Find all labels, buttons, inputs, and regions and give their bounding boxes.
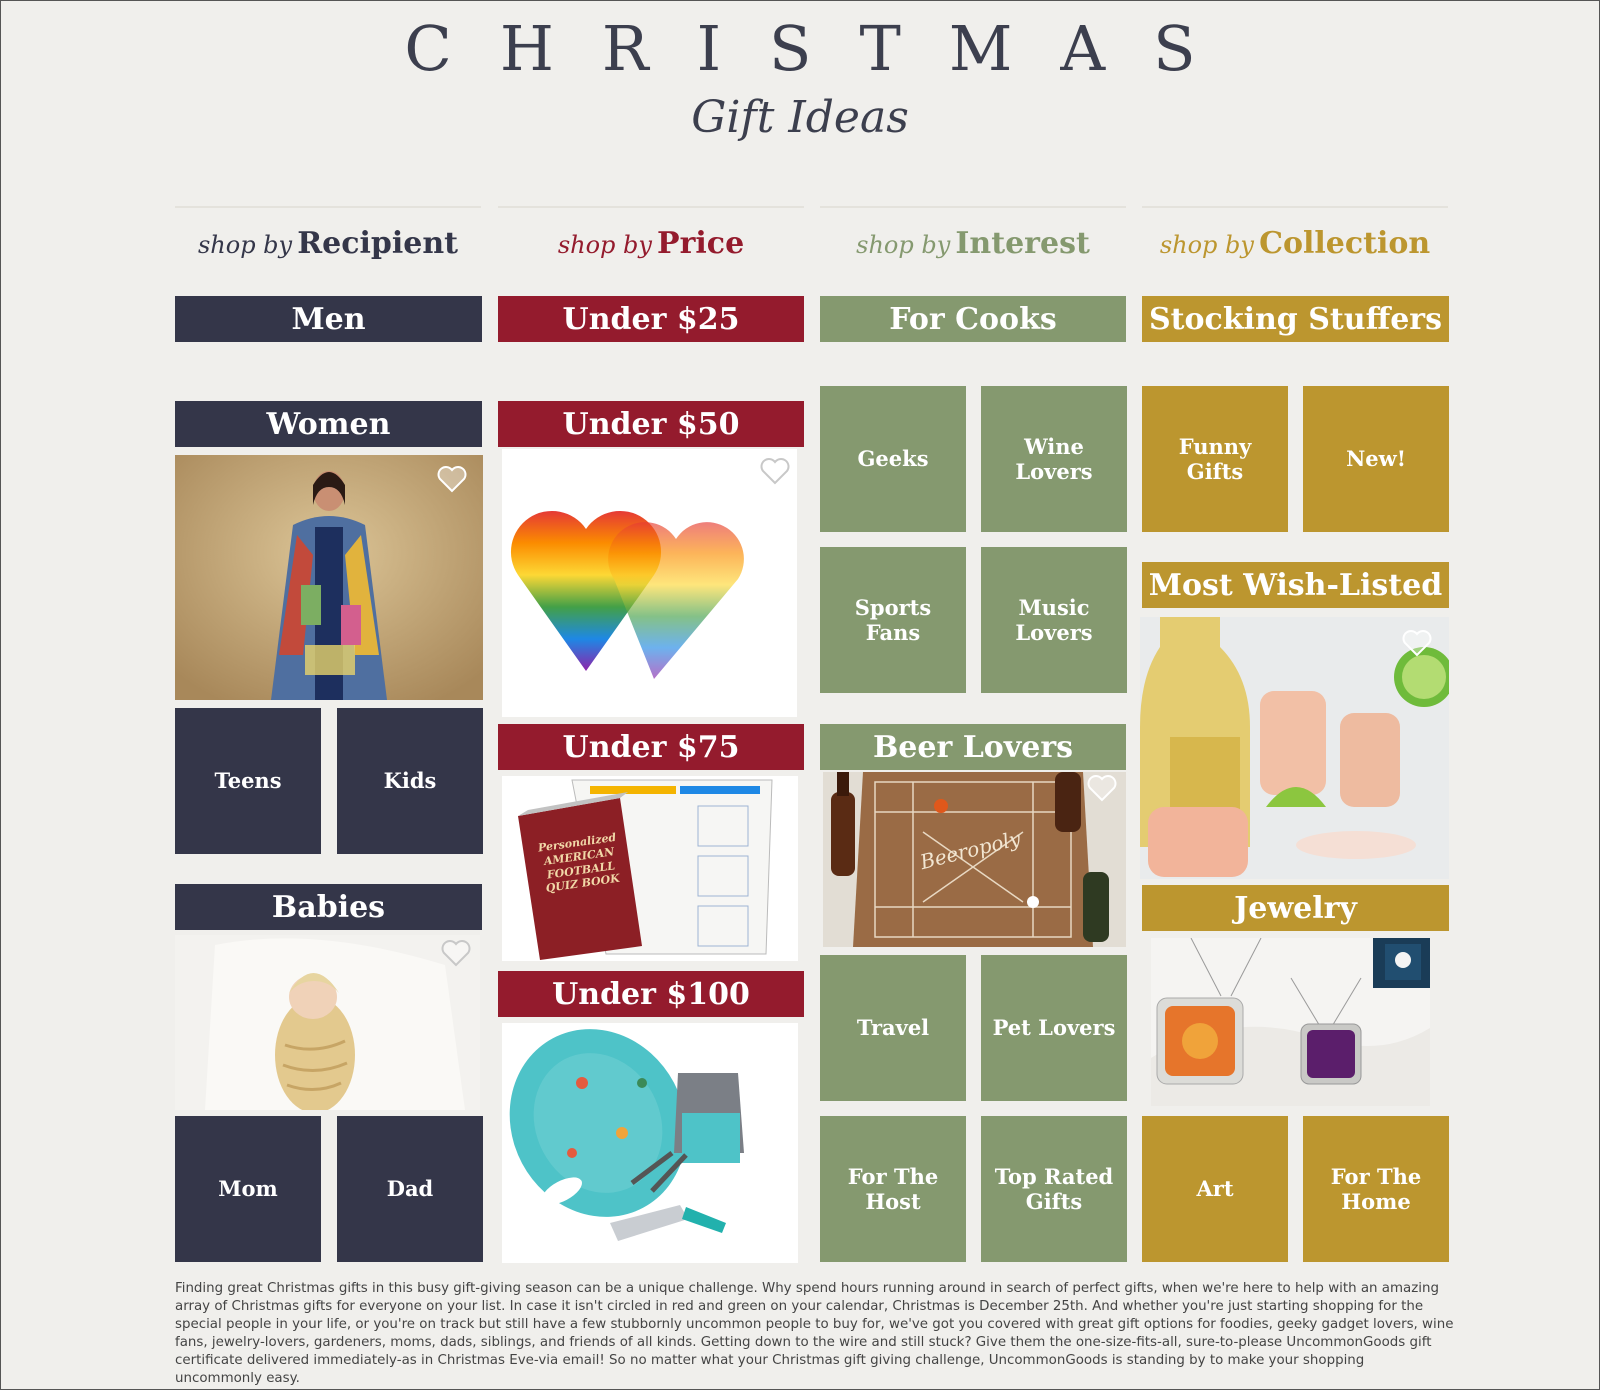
header-price: [498, 206, 804, 276]
dad-link[interactable]: Dad: [337, 1116, 483, 1262]
seo-description: Finding great Christmas gifts in this busy gift-giving season can be a unique challenge. Why spend hours running around in search of perfect gifts, when we're here to help with an amazing array of Christmas gifts for everyone on your list. In case it isn't circled in red and green on your calendar, Christmas is December 25th. And whether you're just starting shopping for the special people in your life, or you're on track but still have a few stubbornly uncommon people to buy for, we've got you covered with great gift options for foodies, geeky gadget lovers, wine fans, jewelry-lovers, gardeners, moms, dads, siblings, and friends of all kinds. Getting down to the wire and still stuck? Give them the one-size-fits-all, sure-to-please UncommonGoods gift certificate delivered immediately-as in Christmas Eve-via email! So no matter what your Christmas gift giving challenge, UncommonGoods is standing by to make your shopping uncommonly easy.: [175, 1281, 1454, 1386]
stocking-stuffers-link[interactable]: Stocking Stuffers: [1142, 296, 1449, 342]
under-100-product-image[interactable]: [502, 1023, 798, 1263]
for-the-home-link[interactable]: For The Home: [1303, 1116, 1449, 1262]
shop-by-label: shop by: [557, 231, 652, 259]
jewelry-product-image[interactable]: [1151, 938, 1430, 1106]
pet-lovers-link[interactable]: Pet Lovers: [981, 955, 1127, 1101]
heart-icon[interactable]: [441, 939, 471, 967]
geeks-link[interactable]: Geeks: [820, 386, 966, 532]
price-heading: Price: [657, 226, 745, 261]
mom-link[interactable]: Mom: [175, 1116, 321, 1262]
funny-gifts-link[interactable]: Funny Gifts: [1142, 386, 1288, 532]
collection-heading: Collection: [1259, 226, 1431, 261]
kids-link[interactable]: Kids: [337, 708, 483, 854]
babies-product-image[interactable]: [175, 935, 480, 1110]
under-75-link[interactable]: Under $75: [498, 724, 804, 770]
under-75-product-image[interactable]: [502, 776, 798, 961]
quiz-book-label: Personalized AMERICAN FOOTBALL QUIZ BOOK: [537, 830, 621, 896]
art-link[interactable]: Art: [1142, 1116, 1288, 1262]
heart-icon[interactable]: [437, 465, 467, 493]
header-recipient: [175, 206, 481, 276]
under-100-link[interactable]: Under $100: [498, 971, 804, 1017]
sports-fans-link[interactable]: Sports Fans: [820, 547, 966, 693]
new-link[interactable]: New!: [1303, 386, 1449, 532]
women-product-image[interactable]: [175, 455, 483, 700]
most-wish-listed-link[interactable]: Most Wish-Listed: [1142, 562, 1449, 608]
travel-link[interactable]: Travel: [820, 955, 966, 1101]
under-50-link[interactable]: Under $50: [498, 401, 804, 447]
interest-heading: Interest: [955, 226, 1090, 261]
under-25-link[interactable]: Under $25: [498, 296, 804, 342]
page-title: CHRISTMAS: [404, 12, 1244, 85]
page-subtitle: Gift Ideas: [691, 92, 909, 143]
header-collection: [1142, 206, 1448, 276]
shop-by-label: shop by: [856, 231, 951, 259]
top-rated-gifts-link[interactable]: Top Rated Gifts: [981, 1116, 1127, 1262]
for-the-host-link[interactable]: For The Host: [820, 1116, 966, 1262]
heart-icon[interactable]: [1402, 629, 1432, 657]
wine-lovers-link[interactable]: Wine Lovers: [981, 386, 1127, 532]
shop-by-label: shop by: [197, 231, 293, 259]
beer-board-title: Beeropoly: [917, 825, 1023, 875]
men-link[interactable]: Men: [175, 296, 482, 342]
babies-link[interactable]: Babies: [175, 884, 482, 930]
music-lovers-link[interactable]: Music Lovers: [981, 547, 1127, 693]
teens-link[interactable]: Teens: [175, 708, 321, 854]
header-interest: [820, 206, 1126, 276]
recipient-heading: Recipient: [297, 226, 459, 261]
for-cooks-link[interactable]: For Cooks: [820, 296, 1126, 342]
women-link[interactable]: Women: [175, 401, 482, 447]
wish-listed-product-image[interactable]: [1140, 617, 1449, 879]
beer-lovers-link[interactable]: Beer Lovers: [820, 724, 1126, 770]
beer-lovers-product-image[interactable]: [823, 772, 1126, 947]
shop-by-label: shop by: [1159, 231, 1254, 259]
heart-icon[interactable]: [760, 457, 790, 485]
jewelry-link[interactable]: Jewelry: [1142, 885, 1449, 931]
under-50-product-image[interactable]: [502, 449, 797, 717]
heart-icon[interactable]: [1087, 774, 1117, 802]
